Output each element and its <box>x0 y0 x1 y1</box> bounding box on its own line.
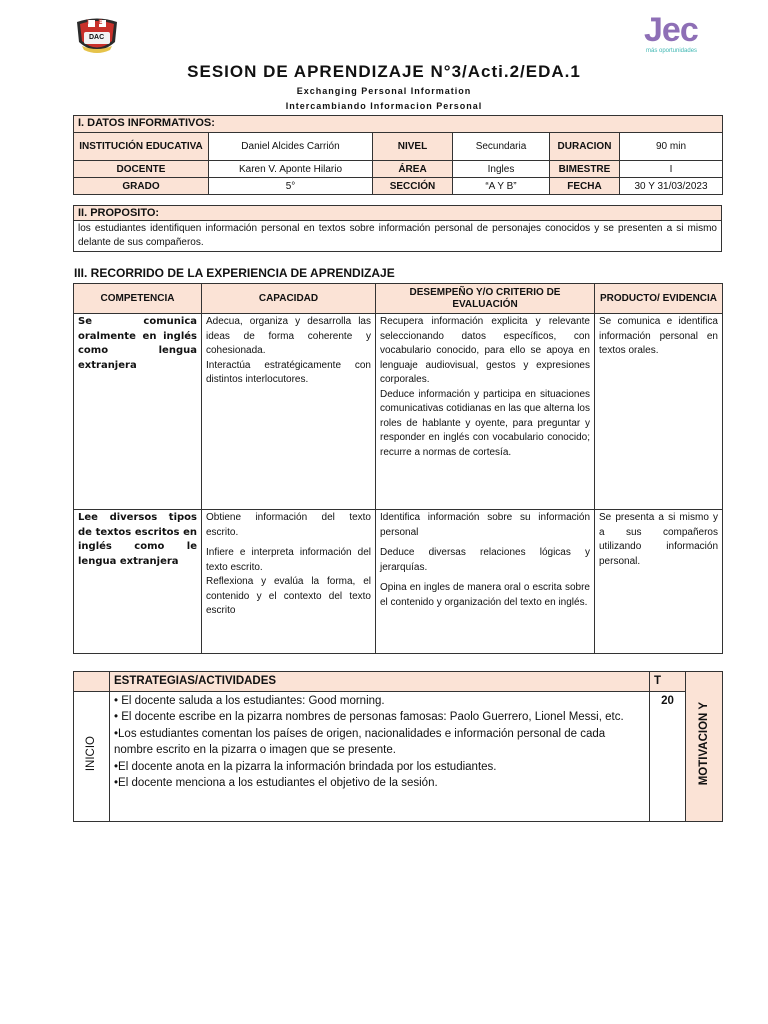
header-capacidad: CAPACIDAD <box>202 284 376 314</box>
logo-top-text: I E <box>87 20 107 26</box>
desempeno-item: Deduce diversas relaciones lógicas y jerarquías. <box>380 547 590 573</box>
nivel-value: Secundaria <box>453 133 550 161</box>
producto-cell: Se comunica e identifica información personal en textos orales. <box>595 314 723 510</box>
nivel-label: NIVEL <box>373 133 453 161</box>
estrategias-table <box>73 671 723 822</box>
activities-cell <box>110 691 650 821</box>
header-tiempo: T <box>650 672 686 692</box>
seccion-label: SECCIÓN <box>373 178 453 195</box>
motivacion-label: MOTIVACION Y <box>697 701 710 786</box>
subtitle-english: Exchanging Personal Information <box>296 86 472 96</box>
page-title: SESION DE APRENDIZAJE N°3/Acti.2/EDA.1 <box>187 62 581 81</box>
desempeno-item: Identifica información sobre su información personal <box>380 512 590 538</box>
header-estrategias: ESTRATEGIAS/ACTIVIDADES <box>110 672 650 692</box>
desempeno-cell <box>376 510 595 654</box>
bimestre-label: BIMESTRE <box>550 161 620 178</box>
section-datos-title: I. DATOS INFORMATIVOS: <box>74 116 723 133</box>
desempeno-cell <box>376 314 595 510</box>
list-item: • El docente escribe en la pizarra nombres de personas famosas: Paolo Guerrero, Lionel Messi, etc. <box>114 711 624 723</box>
time-value: 20 <box>650 691 686 821</box>
jec-logo <box>642 12 722 58</box>
capacidad-item: Infiere e interpreta información del texto escrito. <box>206 547 371 573</box>
duracion-value: 90 min <box>620 133 723 161</box>
capacidad-item: Obtiene información del texto escrito. <box>206 512 371 538</box>
capacidad-cell <box>202 314 376 510</box>
desempeno-item: Opina en ingles de manera oral o escrita sobre el contenido y organización del texto en inglés. <box>380 582 590 608</box>
docente-value: Karen V. Aponte Hilario <box>209 161 373 178</box>
list-item: • El docente saluda a los estudiantes: Good morning. <box>114 694 385 707</box>
competencia-cell: Se comunica oralmente en inglés como lengua extranjera <box>74 314 202 510</box>
logo-badge-text: DAC <box>89 34 105 41</box>
docente-label: DOCENTE <box>74 161 209 178</box>
school-logo <box>74 14 120 58</box>
proposito-text: los estudiantes identifiquen información personal en textos sobre información personal de personajes conocidos y se presenten a si mismo delante de sus compañeros. <box>74 221 722 252</box>
producto-cell: Se presenta a si mismo y a sus compañeros utilizando información personal. <box>595 510 723 654</box>
motivacion-cell <box>686 672 723 822</box>
desempeno-item: Deduce información y participa en situaciones comunicativas cotidianas en las que alterna los roles de hablante y oyente, para preguntar y responder en inglés con vocabulario conocido; recurre a normas de cortesía. <box>380 388 590 458</box>
seccion-value: “A Y B” <box>453 178 550 195</box>
capacidad-cell <box>202 510 376 654</box>
table-row <box>74 314 723 510</box>
competencia-cell: Lee diversos tipos de textos escritos en inglés como le lengua extranjera <box>74 510 202 654</box>
grado-label: GRADO <box>74 178 209 195</box>
bimestre-value: I <box>620 161 723 178</box>
fecha-value: 30 Y 31/03/2023 <box>620 178 723 195</box>
grado-value: 5° <box>209 178 373 195</box>
capacidad-item: Interactúa estratégicamente con distintos interlocutores. <box>206 359 371 385</box>
capacidad-item: Adecua, organiza y desarrolla las ideas de forma coherente y cohesionada. <box>206 316 371 356</box>
institucion-label: INSTITUCIÓN EDUCATIVA <box>74 133 209 161</box>
institucion-value: Daniel Alcides Carrión <box>209 133 373 161</box>
area-value: Ingles <box>453 161 550 178</box>
header-competencia: COMPETENCIA <box>74 284 202 314</box>
duracion-label: DURACION <box>550 133 620 161</box>
table-row <box>74 510 723 654</box>
list-item: •Los estudiantes comentan los países de origen, nacionalidades e información personal de cada nombre escrito en la pizarra o imagen que se presente. <box>114 727 606 756</box>
section-recorrido-title: III. RECORRIDO DE LA EXPERIENCIA DE APRENDIZAJE <box>74 266 395 280</box>
fecha-label: FECHA <box>550 178 620 195</box>
desempeno-item: Recupera información explicita y relevante seleccionando datos específicos, con vocabulario conocido, para ello se apoya en lenguaje audiovisual, gestos y expresiones corporales. <box>380 316 590 385</box>
subtitle-spanish: Intercambiando Informacion Personal <box>285 101 483 111</box>
list-item: •El docente menciona a los estudiantes el objetivo de la sesión. <box>114 777 438 789</box>
datos-informativos-table <box>73 115 723 195</box>
inicio-cell <box>74 691 110 821</box>
header-desempeno: DESEMPEÑO Y/O CRITERIO DE EVALUACIÓN <box>376 284 595 314</box>
list-item: •El docente anota en la pizarra la información brindada por los estudiantes. <box>114 760 497 773</box>
jec-brand: Jec <box>644 11 698 49</box>
capacidad-item: Reflexiona y evalúa la forma, el contenido y el contexto del texto escrito <box>206 576 371 616</box>
recorrido-table <box>73 283 723 654</box>
section-proposito-title: II. PROPOSITO: <box>74 206 722 221</box>
header-producto: PRODUCTO/ EVIDENCIA <box>595 284 723 314</box>
area-label: ÁREA <box>373 161 453 178</box>
inicio-label: INICIO <box>85 735 98 771</box>
proposito-table <box>73 205 722 252</box>
jec-tagline: más oportunidades <box>646 48 698 54</box>
